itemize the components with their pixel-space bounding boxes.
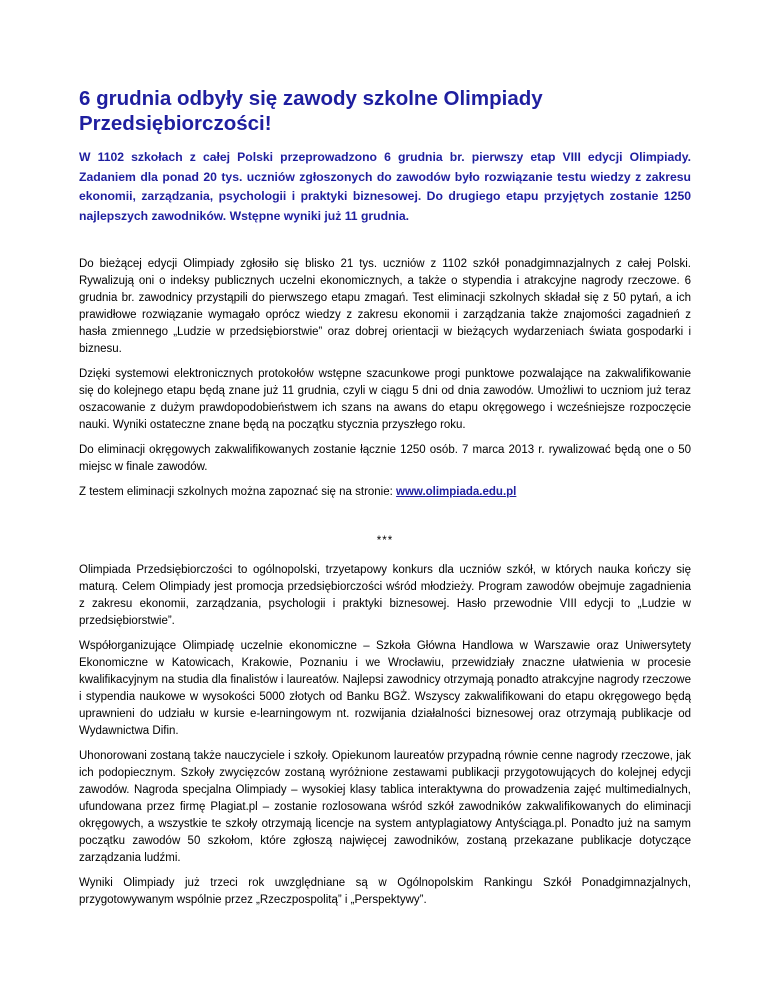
link-paragraph (79, 484, 691, 501)
spacer (79, 242, 691, 256)
about-paragraph-2: Współorganizujące Olimpiadę uczelnie ekonomiczne – Szkoła Główna Handlowa w Warszawie oraz Uniwersytety Ekonomiczne w Katowicach, Krakowie, Poznaniu i we Wrocławiu, przewidziały znaczne ułatwienia w procesie kwalifikacyjnym na studia dla finalistów i laureatów. Najlepsi zawodnicy otrzymają ponadto atrakcyjne nagrody rzeczowe i stypendia naukowe w wysokości 5000 złotych od Banku BGŻ. Wszyscy zakwalifikowani do etapu okręgowego będą uprawnieni do udziału w kursie e-learningowym nt. rozwijania działalności biznesowej oraz otrzymają publikacje od Wydawnictwa Difin. (79, 640, 691, 737)
body-paragraph-2: Dzięki systemowi elektronicznych protokołów wstępne szacunkowe progi punktowe pozwalające na zakwalifikowanie się do kolejnego etapu będą znane już 11 grudnia, czyli w ciągu 5 dni od dnia zawodów. Umożliwi to uczniom już teraz oszacowanie z dużym prawdopodobieństwem ich szans na awans do etapu okręgowego i wcześniejsze rozpoczęcie nauki. Wyniki ostateczne znane będą na początku stycznia przyszłego roku. (79, 368, 691, 431)
article-lead: W 1102 szkołach z całej Polski przeprowadzono 6 grudnia br. pierwszy etap VIII edycji Olimpiady. Zadaniem dla ponad 20 tys. uczniów zgłoszonych do zawodów było rozwiązanie testu wiedzy z zakresu ekonomii, zarządzania, psychologii i praktyki biznesowej. Do drugiego etapu przyjętych zostanie 1250 najlepszych zawodników. Wstępne wyniki już 11 grudnia. (79, 150, 691, 223)
article-title: 6 grudnia odbyły się zawody szkolne Olimpiady Przedsiębiorczości! (79, 87, 543, 135)
about-paragraph-4: Wyniki Olimpiady już trzeci rok uwzględniane są w Ogólnopolskim Rankingu Szkół Ponadgimnazjalnych, przygotowywanym wspólnie przez „Rzeczpospolitą” i „Perspektywy”. (79, 877, 691, 906)
document-page (79, 86, 691, 917)
olimpiada-website-link[interactable]: www.olimpiada.edu.pl (396, 486, 517, 498)
about-paragraph-1: Olimpiada Przedsiębiorczości to ogólnopolski, trzyetapowy konkurs dla uczniów szkół, w których nauka kończy się maturą. Celem Olimpiady jest promocja przedsiębiorczości wśród młodzieży. Program zawodów obejmuje zagadnienia z zakresu ekonomii, zarządzania, psychologii i praktyki biznesowej. Hasło przewodnie VIII edycji to „Ludzie w przedsiębiorstwie”. (79, 564, 691, 627)
link-intro: Z testem eliminacji szkolnych można zapoznać się na stronie: (79, 486, 397, 498)
section-separator: *** (376, 535, 394, 547)
body-paragraph-1: Do bieżącej edycji Olimpiady zgłosiło się blisko 21 tys. uczniów z 1102 szkół ponadgimnazjalnych z całej Polski. Rywalizują oni o indeksy publicznych uczelni ekonomicznych, a także o stypendia i atrakcyjne nagrody rzeczowe. 6 grudnia br. zawodnicy przystąpili do pierwszego etapu zmagań. Test eliminacji szkolnych składał się z 50 pytań, a ich prawidłowe rozwiązanie wymagało oprócz wiedzy z zakresu ekonomii i zarządzania także znajomości zagadnień z hasła zmiennego „Ludzie w przedsiębiorstwie” oraz dobrej orientacji w bieżących wydarzeniach świata gospodarki i biznesu. (79, 258, 691, 355)
about-paragraph-3: Uhonorowani zostaną także nauczyciele i szkoły. Opiekunom laureatów przypadną równie cenne nagrody rzeczowe, jak ich podopiecznym. Szkoły zwycięzców zostaną wyróżnione zestawami publikacji przygotowujących do kolejnej edycji zawodów. Nagroda specjalna Olimpiady – wysokiej klasy tablica interaktywna do prowadzenia zajęć multimedialnych, ufundowana przez firmę Plagiat.pl – zostanie rozlosowana wśród szkół zawodników zakwalifikowanych do eliminacji okręgowych, a wszystkie te szkoły otrzymają licencje na system antyplagiatowy Antyściąga.pl. Ponadto już na samym początku zawodów 50 szkołom, które zgłoszą najwięcej zawodników, zostaną przekazane publikacje dotyczące zarządzania ludźmi. (79, 750, 691, 864)
body-paragraph-3: Do eliminacji okręgowych zakwalifikowanych zostanie łącznie 1250 osób. 7 marca 2013 r. rywalizować będą one o 50 miejsc w finale zawodów. (79, 444, 691, 473)
